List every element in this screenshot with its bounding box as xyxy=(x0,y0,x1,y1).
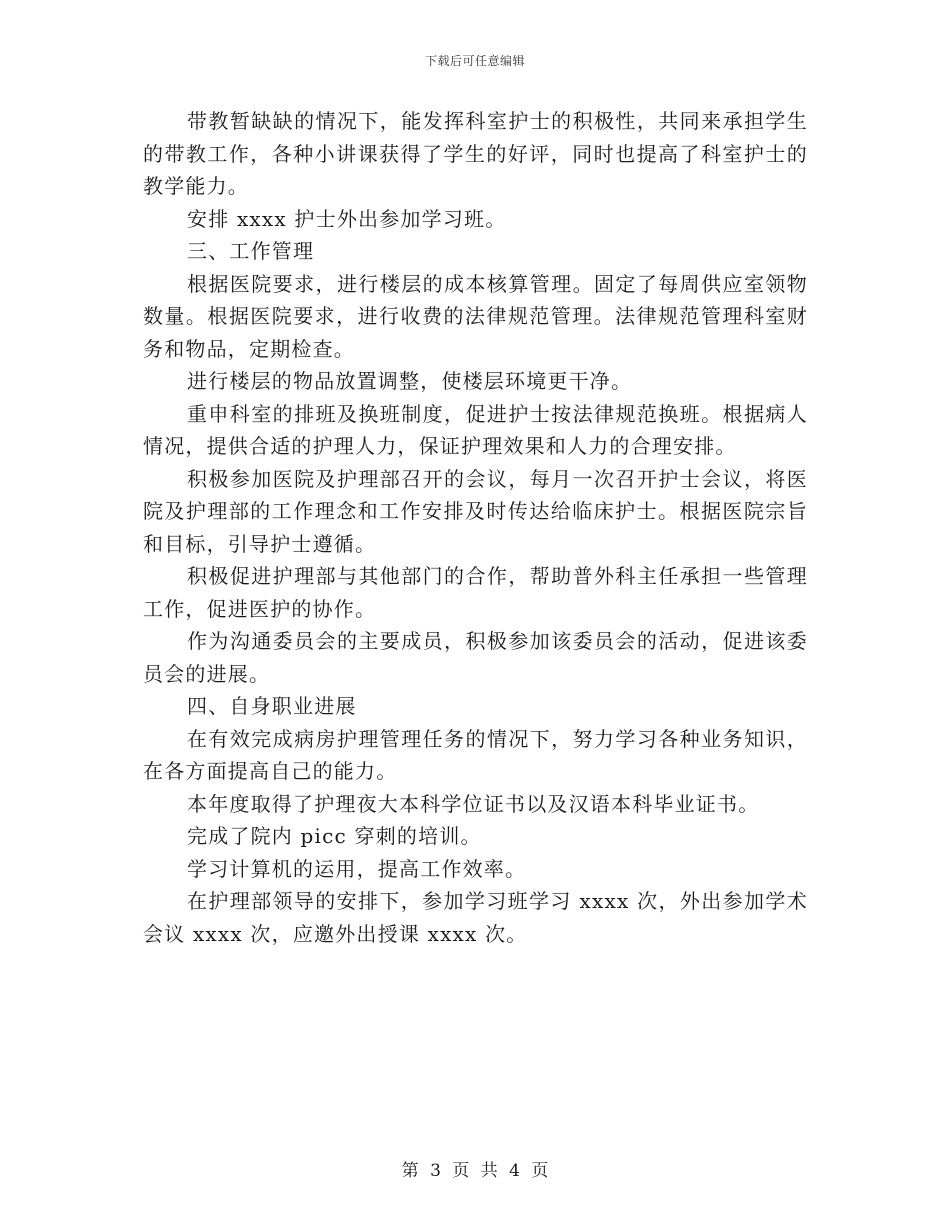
page-number: 第 3 页 共 4 页 xyxy=(401,1161,549,1181)
page-header: 下载后可任意编辑 xyxy=(424,54,525,68)
paragraph: 根据医院要求，进行楼层的成本核算管理。固定了每周供应室领物数量。根据医院要求，进行收费的法律规范管理。法律规范管理科室财务和物品，定期检查。 xyxy=(143,271,808,361)
section-heading: 四、自身职业进展 xyxy=(187,694,357,718)
paragraph: 重申科室的排班及换班制度，促进护士按法律规范换班。根据病人情况，提供合适的护理人力，保证护理效果和人力的合理安排。 xyxy=(143,401,808,458)
paragraph: 在护理部领导的安排下，参加学习班学习 xxxx 次，外出参加学术会议 xxxx 次，应邀外出授课 xxxx 次。 xyxy=(143,889,808,946)
section-heading: 三、工作管理 xyxy=(187,239,315,263)
paragraph: 进行楼层的物品放置调整，使楼层环境更干净。 xyxy=(187,369,633,393)
document-body xyxy=(143,105,808,950)
paragraph: 积极参加医院及护理部召开的会议，每月一次召开护士会议，将医院及护理部的工作理念和工作安排及时传达给临床护士。根据医院宗旨和目标，引导护士遵循。 xyxy=(143,466,808,556)
paragraph: 学习计算机的运用，提高工作效率。 xyxy=(187,856,527,881)
paragraph: 在有效完成病房护理管理任务的情况下，努力学习各种业务知识，在各方面提高自己的能力。 xyxy=(143,726,808,783)
paragraph: 完成了院内 picc 穿刺的培训。 xyxy=(187,824,482,848)
paragraph: 安排 xxxx 护士外出参加学习班。 xyxy=(187,206,507,231)
paragraph: 本年度取得了护理夜大本科学位证书以及汉语本科毕业证书。 xyxy=(187,791,760,816)
paragraph: 积极促进护理部与其他部门的合作，帮助普外科主任承担一些管理工作，促进医护的协作。 xyxy=(143,564,808,621)
paragraph: 带教暂缺缺的情况下，能发挥科室护士的积极性，共同来承担学生的带教工作，各种小讲课获得了学生的好评，同时也提高了科室护士的教学能力。 xyxy=(143,109,808,198)
paragraph: 作为沟通委员会的主要成员，积极参加该委员会的活动，促进该委员会的进展。 xyxy=(143,629,808,686)
